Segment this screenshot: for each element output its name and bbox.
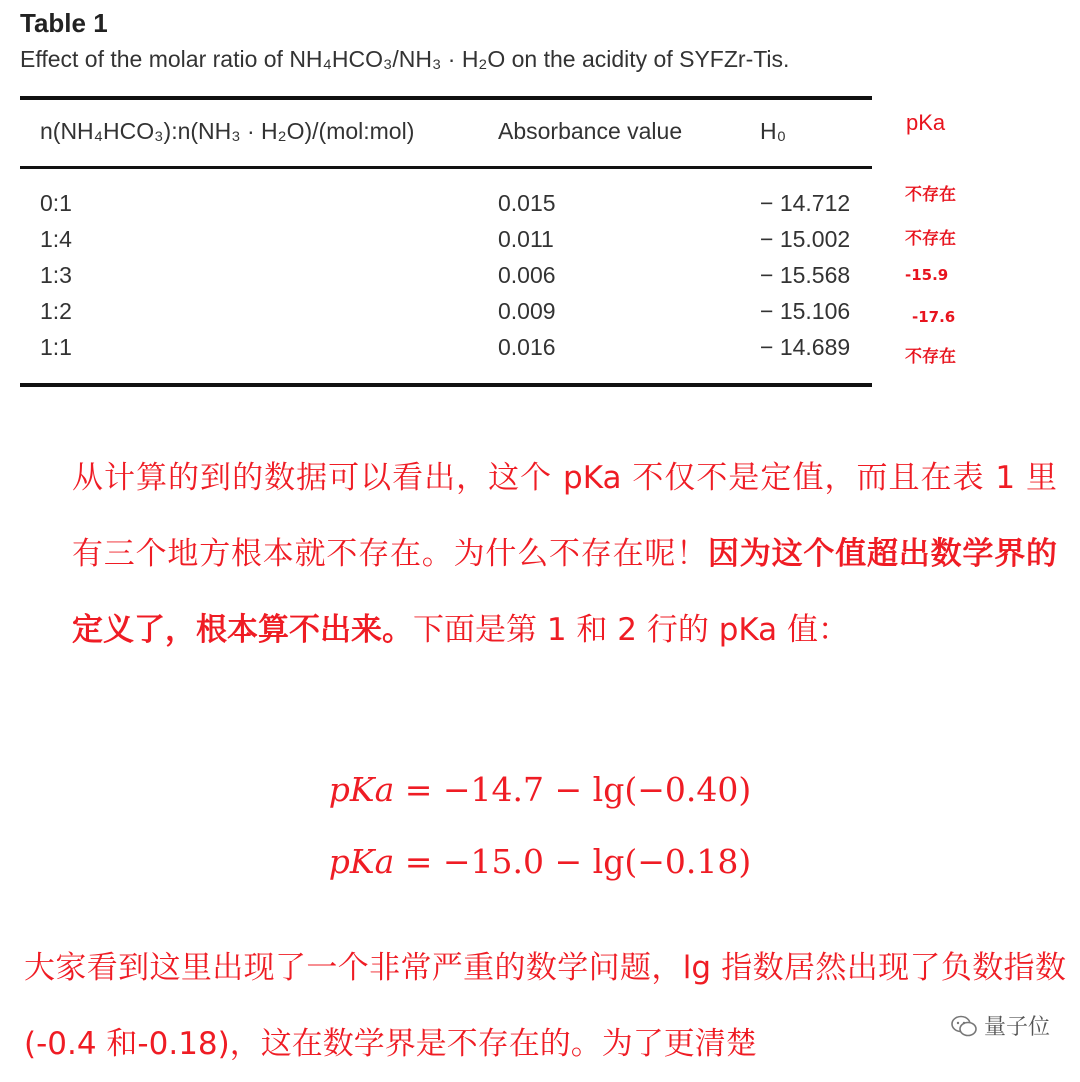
formula-rhs: = −14.7 − lg(−0.40) [394,770,752,809]
pka-note: 不存在 [905,229,956,249]
cell-ratio: 1:1 [40,334,72,360]
paragraph-text-1: 从计算的到的数据可以看出，这个 pKa 不仅不是定值，而且在表 1 里有三个地方根本就不存在。为什么不存在呢！ [72,460,1057,572]
cell-absorbance: 0.015 [498,190,556,216]
table-header-absorbance: Absorbance value [498,118,683,144]
cell-h0: − 15.002 [760,226,851,252]
table-rule-bottom [20,383,872,387]
pka-note: -15.9 [905,266,949,284]
wechat-icon [950,1015,978,1037]
table-row [0,262,1080,298]
table-row [0,185,1080,226]
cell-ratio: 1:4 [40,226,72,252]
table-header-h0: H₀ [760,118,787,144]
table-title: Table 1 [20,8,108,38]
formula-lhs: pKa [328,842,395,881]
paragraph-text-2: 下面是第 1 和 2 行的 pKa 值： [413,612,850,648]
cell-absorbance: 0.011 [498,226,554,252]
cell-h0: − 15.106 [760,298,851,324]
cell-absorbance: 0.009 [498,298,556,324]
table-header-ratio: n(NH₄HCO₃):n(NH₃ · H₂O)/(mol:mol) [40,118,415,144]
cell-absorbance: 0.016 [498,334,556,360]
pka-note: 不存在 [905,185,956,205]
watermark-text: 量子位 [983,1015,1050,1040]
formula-rhs: = −15.0 − lg(−0.18) [394,842,752,881]
table-row [0,334,1080,370]
cell-h0: − 15.568 [760,262,851,288]
paragraph-bold-text: 因为这个值超出数学界的定义了，根本算不出来。 [72,536,1057,648]
formula-row-2 [0,842,1080,881]
table-caption: Effect of the molar ratio of NH₄HCO₃/NH₃ · H₂O on the acidity of SYFZr-Tis. [20,46,790,72]
cell-h0: − 14.712 [760,190,851,216]
table-row [0,298,1080,334]
cell-absorbance: 0.006 [498,262,556,288]
cell-ratio: 1:3 [40,262,72,288]
cell-h0: − 14.689 [760,334,851,360]
table-rule-top [20,96,872,100]
paragraph-conclusion: 大家看到这里出现了一个非常严重的数学问题，lg 指数居然出现了负数指数(-0.4 和-0.18)，这在数学界是不存在的。为了更清楚 [24,950,1066,1062]
paragraph-explanation [72,440,1057,668]
formula-row-1 [0,770,1080,809]
watermark [950,1010,1050,1041]
pka-note: 不存在 [905,347,956,367]
table-row [0,226,1080,262]
formula-lhs: pKa [328,770,395,809]
pka-note-header: pKa [906,110,946,135]
pka-note: -17.6 [912,308,956,326]
cell-ratio: 0:1 [40,190,72,216]
cell-ratio: 1:2 [40,298,72,324]
table-rule-mid [20,166,872,169]
